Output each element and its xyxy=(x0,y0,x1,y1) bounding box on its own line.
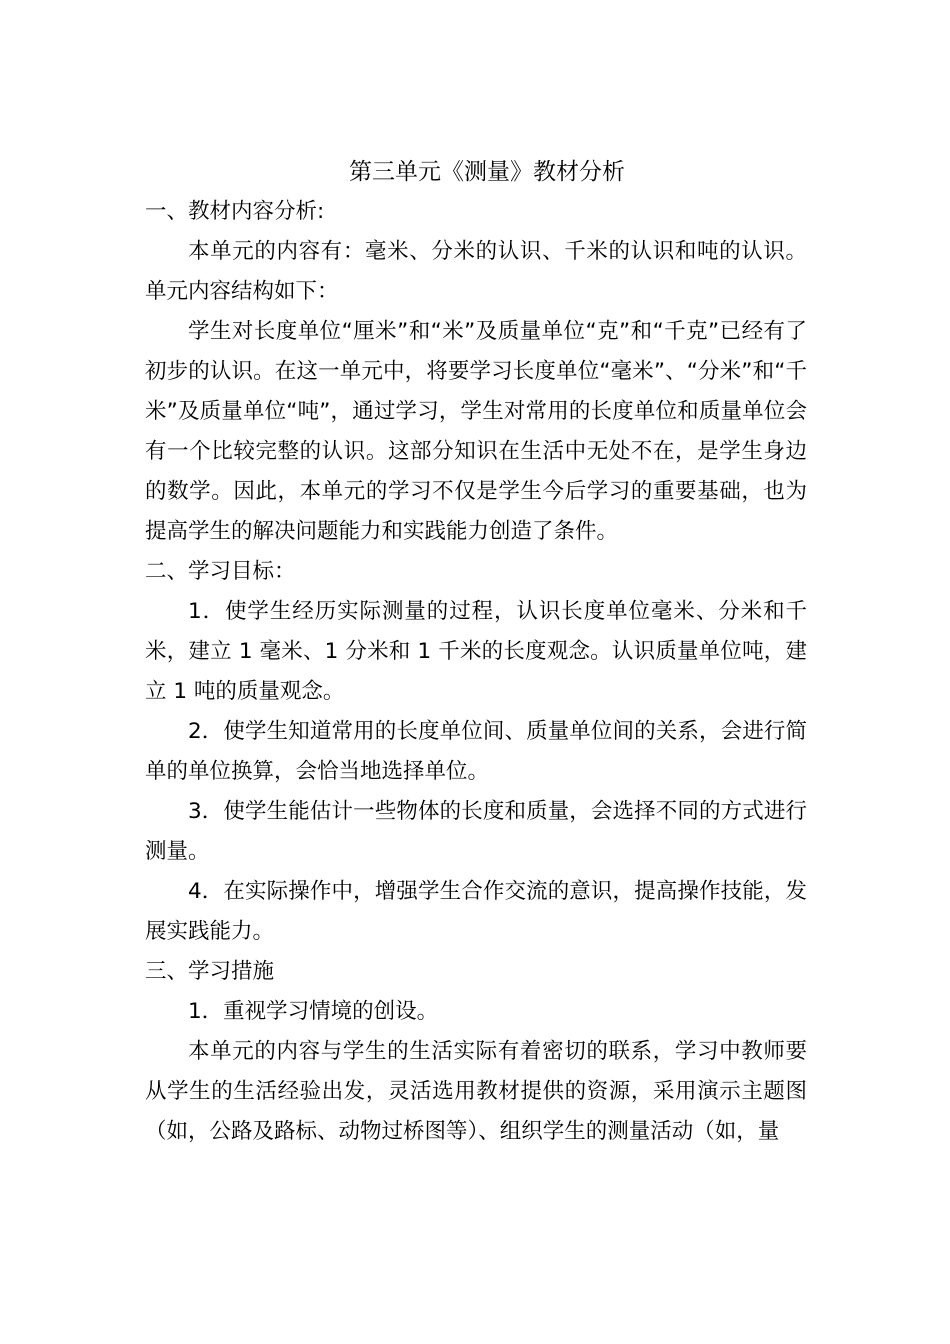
document-content xyxy=(145,152,807,1152)
goal-item-1: 1．使学生经历实际测量的过程，认识长度单位毫米、分米和千米，建立 1 毫米、1 分米和 1 千米的长度观念。认识质量单位吨，建立 1 吨的质量观念。 xyxy=(145,599,807,704)
section-heading-learning-measures: 三、学习措施 xyxy=(145,959,275,984)
section-heading-content-analysis: 一、教材内容分析: xyxy=(145,199,325,224)
paragraph-unit-contents: 本单元的内容有：毫米、分米的认识、千米的认识和吨的认识。单元内容结构如下： xyxy=(145,239,807,304)
paragraph-unit-background: 学生对长度单位“厘米”和“米”及质量单位“克”和“千克”已经有了初步的认识。在这一单元中，将要学习长度单位“毫米”、“分米”和“千米”及质量单位“吨”，通过学习，学生对常用的长度单位和质量单位会有一个比较完整的认识。这部分知识在生活中无处不在，是学生身边的数学。因此，本单元的学习不仅是学生今后学习的重要基础，也为提高学生的解决问题能力和实践能力创造了条件。 xyxy=(145,319,807,544)
paragraph-measure-detail: 本单元的内容与学生的生活实际有着密切的联系，学习中教师要从学生的生活经验出发，灵活选用教材提供的资源，采用演示主题图（如，公路及路标、动物过桥图等）、组织学生的测量活动（如，量 xyxy=(145,1039,807,1144)
section-heading-learning-goals: 二、学习目标： xyxy=(145,559,296,584)
document-title: 第三单元《测量》教材分析 xyxy=(349,159,625,185)
goal-item-4: 4．在实际操作中，增强学生合作交流的意识，提高操作技能，发展实践能力。 xyxy=(145,879,807,944)
measure-item-1: 1．重视学习情境的创设。 xyxy=(188,999,439,1024)
goal-item-3: 3．使学生能估计一些物体的长度和质量，会选择不同的方式进行测量。 xyxy=(145,799,807,864)
goal-item-2: 2．使学生知道常用的长度单位间、质量单位间的关系，会进行简单的单位换算，会恰当地选择单位。 xyxy=(145,719,807,784)
